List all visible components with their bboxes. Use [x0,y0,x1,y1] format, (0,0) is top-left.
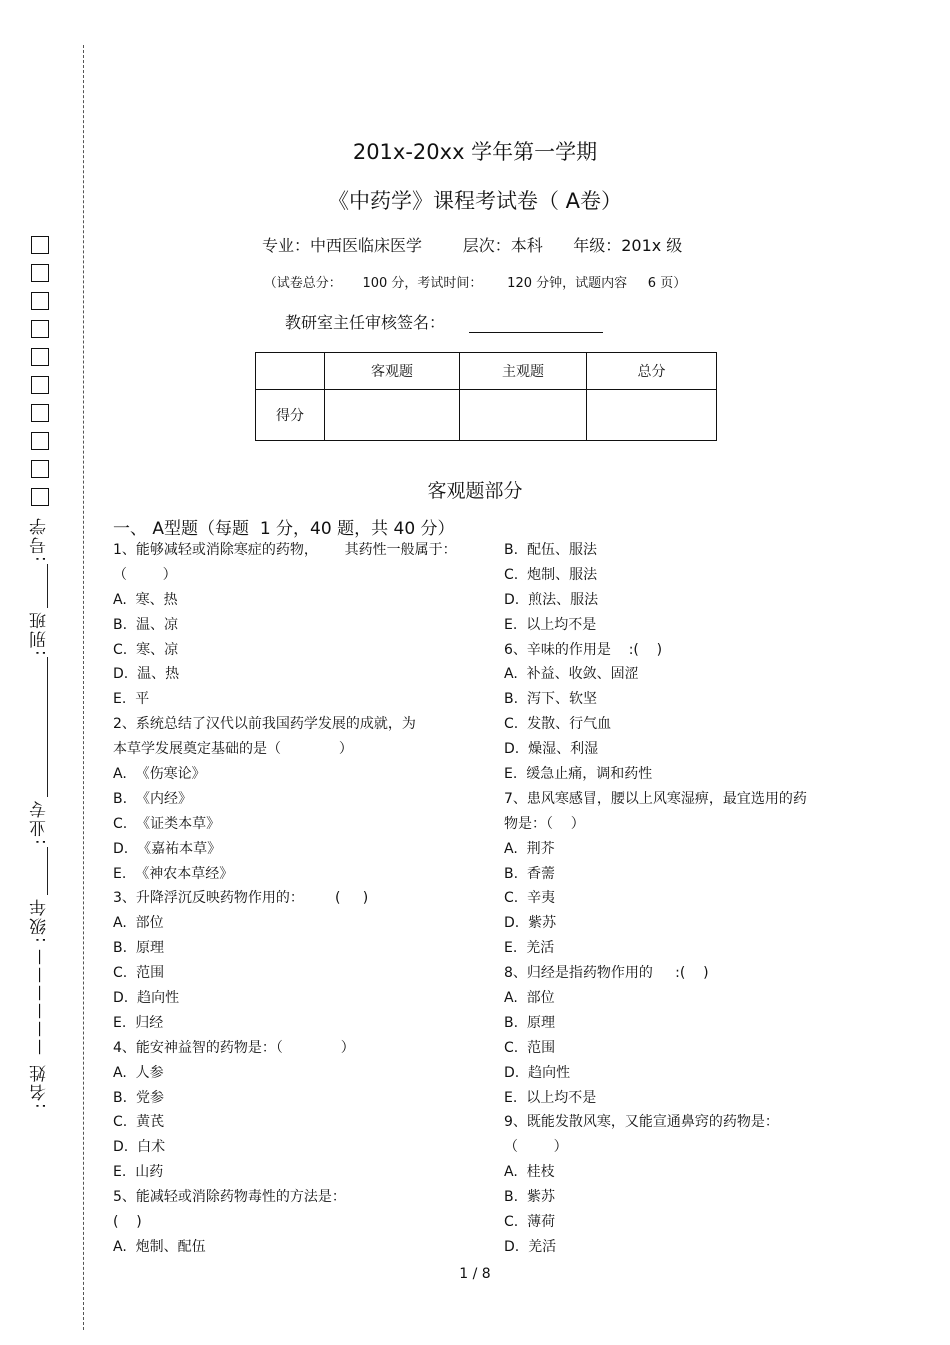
question-line: A. 桂枝 [504,1164,555,1181]
question-column-right [504,538,844,1260]
exam-title: 《中药学》课程考试卷（ A卷） [327,189,623,213]
question-line: D. 白术 [113,1139,166,1156]
field-line [47,657,48,797]
question-line: 4、能安神益智的药物是：（ ） [113,1039,355,1056]
question-line: C. 辛夷 [504,890,556,907]
question-line: B. 紫苏 [504,1189,555,1206]
term-title: 201x-20xx 学年第一学期 [352,140,598,164]
question-line: C. 寒、凉 [113,641,179,658]
score-table-corner [256,353,325,390]
question-line: 6、辛味的作用是 :( ) [504,641,663,658]
question-line: A. 部位 [113,915,164,932]
question-line: E. 以上均不是 [504,1089,597,1106]
field-line [47,564,48,608]
student-id-box [31,292,49,310]
field-major-label: :业专 [30,799,50,846]
question-line: （ ） [504,1139,568,1156]
question-line: A. 荆芥 [504,840,555,857]
signature-area [285,310,603,333]
signature-label: 教研室主任审核签名： [285,313,446,332]
signature-line [469,318,603,333]
question-line: D. 《嘉祐本草》 [113,840,222,857]
field-class-label: :别班 [30,609,50,656]
score-cell-subjective [460,390,587,441]
question-line: 物是：（ ） [504,815,585,832]
question-line: C. 黄芪 [113,1114,165,1131]
question-line: B. 配伍、服法 [504,542,597,558]
question-line: E. 缓急止痛，调和药性 [504,766,653,783]
score-table-header-row [256,353,717,390]
question-line: B. 温、凉 [113,616,178,633]
question-line: B. 原理 [113,940,164,957]
question-line: 7、患风寒感冒，腰以上风寒湿痹，最宜选用的药 [504,790,807,807]
question-line: E. 平 [113,691,150,708]
question-line: C. 《证类本草》 [113,815,221,832]
student-id-box [31,236,49,254]
question-line: A. 寒、热 [113,591,178,608]
field-name-label: :名姓 [30,1062,50,1109]
question-heading: 一、 A型题（每题 1 分，40 题，共 40 分） [113,519,455,539]
section-title: 客观题部分 [427,480,523,502]
field-year-label: :级年 [30,897,50,943]
question-column-left [113,538,483,1260]
question-line: A. 部位 [504,990,555,1007]
student-id-box [31,348,49,366]
question-line: 9、既能发散风寒，又能宣通鼻窍的药物是： [504,1114,779,1131]
score-table-header: 主观题 [460,353,587,390]
score-table-row [256,390,717,441]
question-line: B. 《内经》 [113,790,192,807]
question-line: C. 范围 [113,965,165,982]
student-info-sidebar [28,236,52,1109]
question-line: D. 温、热 [113,666,180,683]
question-line: A. 炮制、配伍 [113,1238,206,1255]
question-line: D. 燥湿、利湿 [504,741,599,758]
score-row-label: 得分 [256,390,325,441]
student-id-box [31,320,49,338]
question-line: D. 趋向性 [113,990,180,1007]
exam-meta: 专业：中西医临床医学 层次：本科 年级：201x 级 [262,236,683,255]
score-table-header: 客观题 [325,353,460,390]
score-table [255,352,717,441]
field-line [47,847,48,895]
score-cell-objective [325,390,460,441]
question-line: D. 趋向性 [504,1064,571,1081]
field-year-dashes: —————— [31,948,50,1057]
question-line: C. 范围 [504,1039,556,1056]
question-line: 3、升降浮沉反映药物作用的： ( ) [113,890,369,907]
exam-info: （试卷总分： 100 分，考试时间： 120 分钟，试题内容 6 页） [263,276,687,291]
question-line: B. 党参 [113,1089,164,1106]
question-line: E. 归经 [113,1014,164,1031]
question-line: A. 补益、收敛、固涩 [504,666,639,683]
question-line: E. 羌活 [504,940,555,957]
question-line: C. 发散、行气血 [504,716,612,733]
question-line: E. 山药 [113,1164,164,1181]
student-id-box [31,432,49,450]
question-line: A. 人参 [113,1064,164,1081]
question-line: C. 炮制、服法 [504,566,598,583]
student-id-box [31,376,49,394]
student-id-box [31,404,49,422]
question-line: E. 《神农本草经》 [113,865,234,882]
page-number: 1 / 8 [459,1266,491,1282]
question-line: D. 煎法、服法 [504,591,599,608]
score-cell-total [587,390,717,441]
question-line: 5、能减轻或消除药物毒性的方法是： [113,1189,346,1206]
question-line: B. 香薷 [504,865,555,882]
question-line: 2、系统总结了汉代以前我国药学发展的成就，为 [113,716,416,733]
binding-dashed-line [83,45,84,1330]
question-line: C. 薄荷 [504,1214,556,1231]
question-line: 1、能够减轻或消除寒症的药物， 其药性一般属于： [113,542,457,558]
question-line: 8、归经是指药物作用的 :( ) [504,965,709,982]
question-line: 本草学发展奠定基础的是（ ） [113,741,353,758]
score-table-header: 总分 [587,353,717,390]
question-line: B. 泻下、软坚 [504,691,597,708]
question-line: E. 以上均不是 [504,616,597,633]
question-line: D. 紫苏 [504,915,557,932]
question-line: ( ) [113,1214,142,1231]
question-line: B. 原理 [504,1014,555,1031]
question-line: D. 羌活 [504,1238,557,1255]
question-line: （ ） [113,566,177,583]
field-student-id-label: :号学 [30,516,50,562]
question-line: A. 《伤寒论》 [113,766,206,783]
